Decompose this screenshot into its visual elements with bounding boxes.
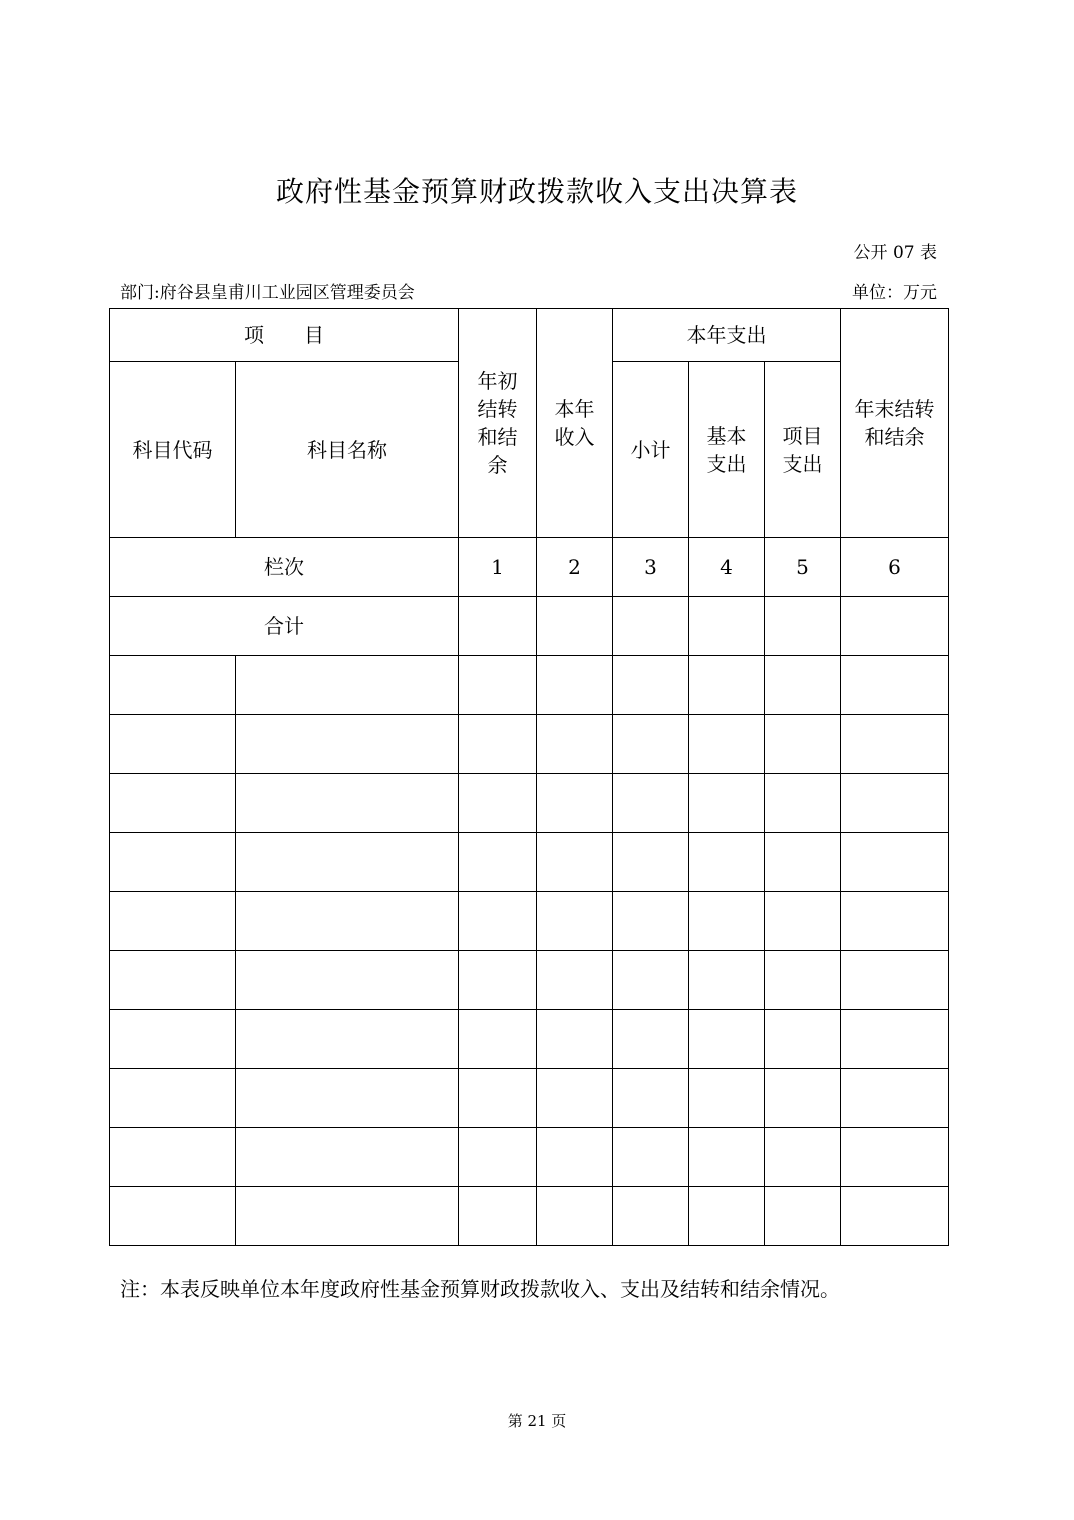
table-cell (110, 833, 236, 892)
table-cell (689, 597, 765, 656)
table-cell (841, 774, 949, 833)
table-cell (765, 656, 841, 715)
table-cell (613, 833, 689, 892)
table-cell (689, 656, 765, 715)
table-row (110, 774, 949, 833)
header-subtotal: 小计 (613, 362, 689, 538)
table-cell (110, 774, 236, 833)
table-cell (537, 1010, 613, 1069)
header-begin-balance: 年初结转和结余 (459, 309, 537, 538)
table-cell (459, 1069, 537, 1128)
table-cell (841, 597, 949, 656)
table-cell (537, 1187, 613, 1246)
table-cell (841, 833, 949, 892)
table-cell (841, 1128, 949, 1187)
table-cell (841, 1010, 949, 1069)
table-row (110, 951, 949, 1010)
column-number: 6 (841, 538, 949, 597)
table-cell (110, 951, 236, 1010)
table-cell (765, 715, 841, 774)
table-cell (841, 715, 949, 774)
column-number: 3 (613, 538, 689, 597)
header-current-expense: 本年支出 (613, 309, 841, 362)
table-row (110, 1128, 949, 1187)
table-cell (765, 774, 841, 833)
header-subject-code: 科目代码 (110, 362, 236, 538)
table-cell (765, 1010, 841, 1069)
header-end-balance: 年末结转和结余 (841, 309, 949, 538)
table-cell (236, 892, 459, 951)
table-cell (689, 951, 765, 1010)
table-cell (110, 892, 236, 951)
table-cell (689, 1187, 765, 1246)
table-cell (110, 656, 236, 715)
table-row (110, 715, 949, 774)
table-cell (613, 951, 689, 1010)
table-cell (110, 715, 236, 774)
table-cell (537, 1069, 613, 1128)
table-cell (765, 1069, 841, 1128)
column-number: 5 (765, 538, 841, 597)
header-subject-name: 科目名称 (236, 362, 459, 538)
table-cell (236, 656, 459, 715)
table-cell (236, 951, 459, 1010)
table-cell (459, 892, 537, 951)
table-row (110, 833, 949, 892)
table-cell (689, 1128, 765, 1187)
column-number: 4 (689, 538, 765, 597)
header-basic-expense: 基本支出 (689, 362, 765, 538)
table-cell (459, 1010, 537, 1069)
table-note: 注：本表反映单位本年度政府性基金预算财政拨款收入、支出及结转和结余情况。 (120, 1277, 840, 1301)
table-cell (537, 715, 613, 774)
table-cell (765, 892, 841, 951)
table-cell (613, 656, 689, 715)
table-cell (613, 1187, 689, 1246)
table-cell (236, 1010, 459, 1069)
table-cell (689, 774, 765, 833)
table-cell (841, 1187, 949, 1246)
table-cell (613, 1010, 689, 1069)
table-cell (537, 1128, 613, 1187)
column-number: 1 (459, 538, 537, 597)
table-cell (689, 1010, 765, 1069)
total-row (110, 597, 949, 656)
table-row (110, 656, 949, 715)
header-current-income: 本年收入 (537, 309, 613, 538)
header-project: 项 目 (110, 309, 459, 362)
table-cell (537, 774, 613, 833)
table-cell (537, 656, 613, 715)
column-number: 2 (537, 538, 613, 597)
column-number-row (110, 538, 949, 597)
table-cell (110, 1010, 236, 1069)
table-cell (765, 1187, 841, 1246)
table-cell (841, 1069, 949, 1128)
department-label: 部门:府谷县皇甫川工业园区管理委员会 (120, 283, 415, 303)
table-cell (537, 597, 613, 656)
table-cell (236, 1187, 459, 1246)
table-cell (236, 715, 459, 774)
header-project-expense: 项目支出 (765, 362, 841, 538)
table-cell (613, 892, 689, 951)
budget-table (109, 308, 949, 1246)
unit-label: 单位：万元 (852, 283, 937, 303)
table-cell (765, 951, 841, 1010)
table-cell (765, 833, 841, 892)
table-cell (459, 597, 537, 656)
table-cell (459, 1128, 537, 1187)
table-cell (459, 774, 537, 833)
table-cell (537, 951, 613, 1010)
table-cell (459, 656, 537, 715)
table-cell (459, 951, 537, 1010)
table-cell (537, 833, 613, 892)
table-cell (236, 774, 459, 833)
table-cell (537, 892, 613, 951)
page-title: 政府性基金预算财政拨款收入支出决算表 (275, 175, 798, 208)
table-cell (236, 833, 459, 892)
table-cell (613, 1069, 689, 1128)
table-cell (841, 656, 949, 715)
table-cell (765, 597, 841, 656)
table-cell (236, 1128, 459, 1187)
table-cell (110, 1069, 236, 1128)
table-row (110, 1069, 949, 1128)
table-cell (689, 1069, 765, 1128)
table-row (110, 1187, 949, 1246)
table-row (110, 1010, 949, 1069)
table-row (110, 892, 949, 951)
table-cell (459, 715, 537, 774)
table-cell (689, 715, 765, 774)
table-cell (236, 1069, 459, 1128)
table-cell (110, 1128, 236, 1187)
table-cell (689, 833, 765, 892)
table-cell (459, 833, 537, 892)
table-cell (841, 951, 949, 1010)
column-number-label: 栏次 (110, 538, 459, 597)
table-cell (613, 1128, 689, 1187)
table-cell (765, 1128, 841, 1187)
table-cell (110, 1187, 236, 1246)
table-cell (459, 1187, 537, 1246)
form-number: 公开 07 表 (853, 243, 937, 263)
table-cell (613, 774, 689, 833)
table-cell (841, 892, 949, 951)
table-cell (613, 715, 689, 774)
page-number: 第 21 页 (507, 1412, 567, 1430)
table-cell (613, 597, 689, 656)
table-cell (689, 892, 765, 951)
total-label: 合计 (110, 597, 459, 656)
